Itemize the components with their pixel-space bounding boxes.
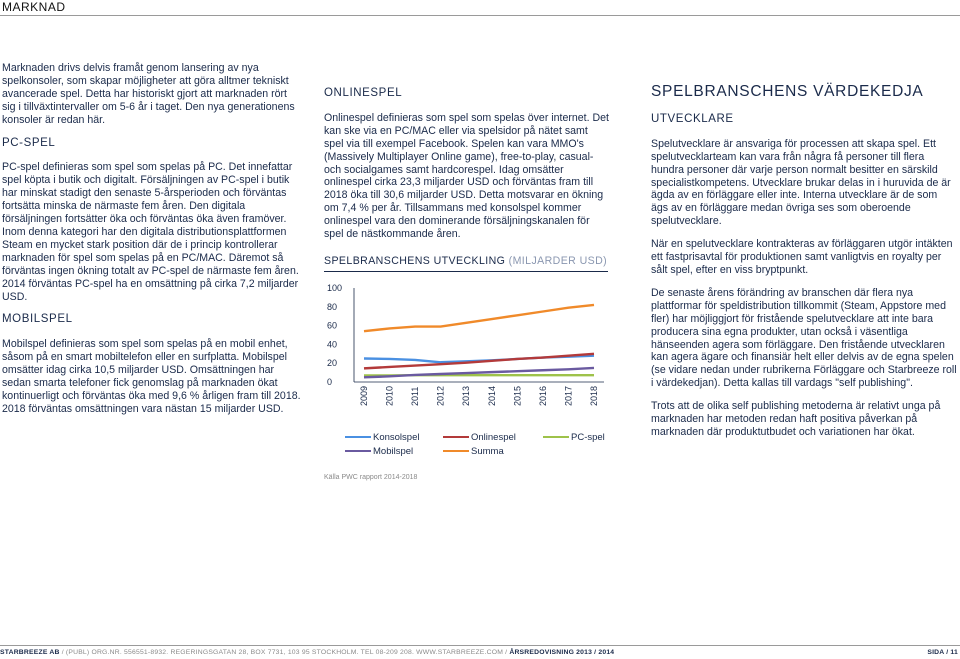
page-number: SIDA / 11 <box>927 649 958 656</box>
x-tick-label: 2015 <box>512 385 523 406</box>
developer-paragraph-3: De senaste årens förändring av branschen där flera nya plattformar för speldistribution tillkommit (Steam, Appstore med fler) har möjliggjort för fristående spelutvecklare att inte bara producera sina egna produkter, utan också i väsentliga hänseenden agera som förläggare. Den fristående utvecklaren kan agera ägare och finansiär helt eller delvis av de egna spelen (se vidare nedan under rubrikerna Förläggare och Starbreeze roll i värdekedjan). Detta kallas till vardags "self publishing". <box>651 286 957 390</box>
legend-item <box>345 432 419 443</box>
chart-title-rule <box>324 271 608 272</box>
y-tick-label: 100 <box>327 283 343 293</box>
online-heading: ONLINESPEL <box>324 87 403 99</box>
y-tick-label: 60 <box>327 320 338 331</box>
legend-item <box>543 432 605 443</box>
developer-paragraph-4: Trots att de olika self publishing metoderna är relativt unga på marknaden har metoden redan haft positiva påverkan på marknaden där produktutbudet och variationen har ökat. <box>651 400 941 438</box>
legend-item <box>443 446 504 457</box>
chart-title-text: SPELBRANSCHENS UTVECKLING <box>324 254 506 267</box>
footer-info <box>0 649 614 656</box>
x-tick-label: 2009 <box>359 385 369 406</box>
developer-paragraph-2: När en spelutvecklare kontrakteras av förläggaren utgör intäkten ett fastprisavtal för produktionen samt vanligtvis en royalty per sålt spel, efter en viss bryptpunkt. <box>651 238 953 276</box>
x-tick-label: 2011 <box>410 386 421 406</box>
pc-paragraph: PC-spel definieras som spel som spelas på PC. Det innefattar spel köpta i butik och digitalt. Försäljningen av PC-spel i butik har minskat stadigt den senaste 5-årsperioden och förväntas fortsätta minska de närmaste fem åren. Den digitala försäljningen fortsätter öka och förväntas öka även framöver. Inom denna kategori har den digitala distributionsplattformen Steam en mycket stark position där de i princip kontrollerar marknaden för spel som spelas på en PC/MAC. Däremot så förväntas ingen ökning totalt av PC-spel de närmaste fem åren. 2014 förväntas PC-spel ha en omsättning på cirka 7,2 miljarder USD. <box>2 161 299 303</box>
developer-paragraph-1: Spelutvecklare är ansvariga för processen att skapa spel. Ett spelutvecklarteam kan vara från några få personer till flera hundra personer där varje person normalt besitter en särskild specialistkompetens. Utvecklare brukar delas in i huruvida de är ägda av en förläggare eller inte. Interna utvecklare är de som ägs av en förläggare medan övriga ses som oberoende spelutvecklare. <box>651 137 951 228</box>
legend-item <box>443 432 516 443</box>
y-tick-label: 20 <box>327 358 338 369</box>
legend-swatch <box>345 436 371 438</box>
y-tick-label: 0 <box>327 377 333 387</box>
legend-swatch <box>543 436 569 438</box>
legend-swatch <box>345 450 371 452</box>
header-divider <box>0 15 960 16</box>
legend-swatch <box>443 450 469 452</box>
pc-heading: PC-SPEL <box>2 136 56 149</box>
x-tick-label: 2017 <box>563 385 574 406</box>
series-line-onlinespel <box>364 354 594 369</box>
y-tick-label: 40 <box>327 339 338 350</box>
footer-company: STARBREEZE AB <box>0 649 60 656</box>
y-tick-label: 80 <box>327 301 338 312</box>
footer-report: ÅRSREDOVISNING 2013 / 2014 <box>509 649 615 656</box>
footer-address: / (PUBL) ORG.NR. 556551-8932. REGERINGSGATAN 28, BOX 7731, 103 95 STOCKHOLM. TEL 08-209 208. WWW.STARBREEZE.COM / <box>59 649 510 656</box>
column-right <box>651 83 957 449</box>
legend-label: Onlinespel <box>471 432 516 443</box>
mobile-paragraph: Mobilspel definieras som spel som spelas på en mobil enhet, såsom på en smart mobiltelefon eller en surfplatta. Mobilspel omsätter idag cirka 10,5 miljarder USD. Omsättningen har sedan smarta telefoner fick genomslag på marknaden ökat kontinuerligt och förväntas öka med 9,6 % årligen fram till 2018. 2018 förväntas omsättningen vara nästan 15 miljarder USD. <box>2 338 301 415</box>
legend-label: Mobilspel <box>373 446 414 457</box>
chart-unit: (MILJARDER USD) <box>508 254 608 267</box>
section-label: MARKNAD <box>2 0 66 14</box>
legend-label: Summa <box>471 446 504 457</box>
legend-label: Konsolspel <box>373 432 420 443</box>
developer-heading: UTVECKLARE <box>651 112 734 125</box>
chart-source: Källa PWC rapport 2014-2018 <box>324 474 418 481</box>
online-paragraph: Onlinespel definieras som spel som spelas över internet. Det kan ske via en PC/MAC eller via spelsidor på nätet samt spel via till exempel Facebook. Spelen kan vara MMO's (Massively Multiplayer Online game), free-to-play, casual- och socialgames samt hardcorespel. Idag omsätter onlinespel cirka 23,3 miljarder USD och förväntas fram till 2018 öka till 30,6 miljarder USD. Detta motsvarar en ökning om 7,4 % per år. Tillsammans med konsolspel kommer onlinespel vara den dominerande försäljningskanalen för spel de nästkommande åren. <box>324 111 609 241</box>
column-left <box>2 62 302 426</box>
series-line-summa <box>364 305 594 331</box>
intro-paragraph: Marknaden drivs delvis framåt genom lansering av nya spelkonsoler, som skapar möjligheter att göra alltmer tekniskt avancerade spel. Detta har historiskt gjort att marknaden rört sig i tillväxtintervaller om 5-6 år i taget. Den nya generationens konsoler är redan här. <box>2 62 295 126</box>
footer-divider <box>0 645 960 646</box>
x-tick-label: 2014 <box>486 385 497 406</box>
legend-label: PC-spel <box>571 432 605 443</box>
x-tick-label: 2016 <box>537 385 548 406</box>
x-tick-label: 2013 <box>461 385 472 406</box>
mobile-heading: MOBILSPEL <box>2 313 73 326</box>
column-middle <box>324 87 609 272</box>
x-tick-label: 2018 <box>589 385 599 406</box>
chart-title <box>324 255 609 268</box>
value-chain-title: SPELBRANSCHENS VÄRDEKEDJA <box>651 83 924 100</box>
x-tick-label: 2010 <box>384 385 395 406</box>
x-tick-label: 2012 <box>435 385 446 406</box>
line-chart <box>318 278 618 413</box>
legend-item <box>345 446 413 457</box>
legend-swatch <box>443 436 469 438</box>
